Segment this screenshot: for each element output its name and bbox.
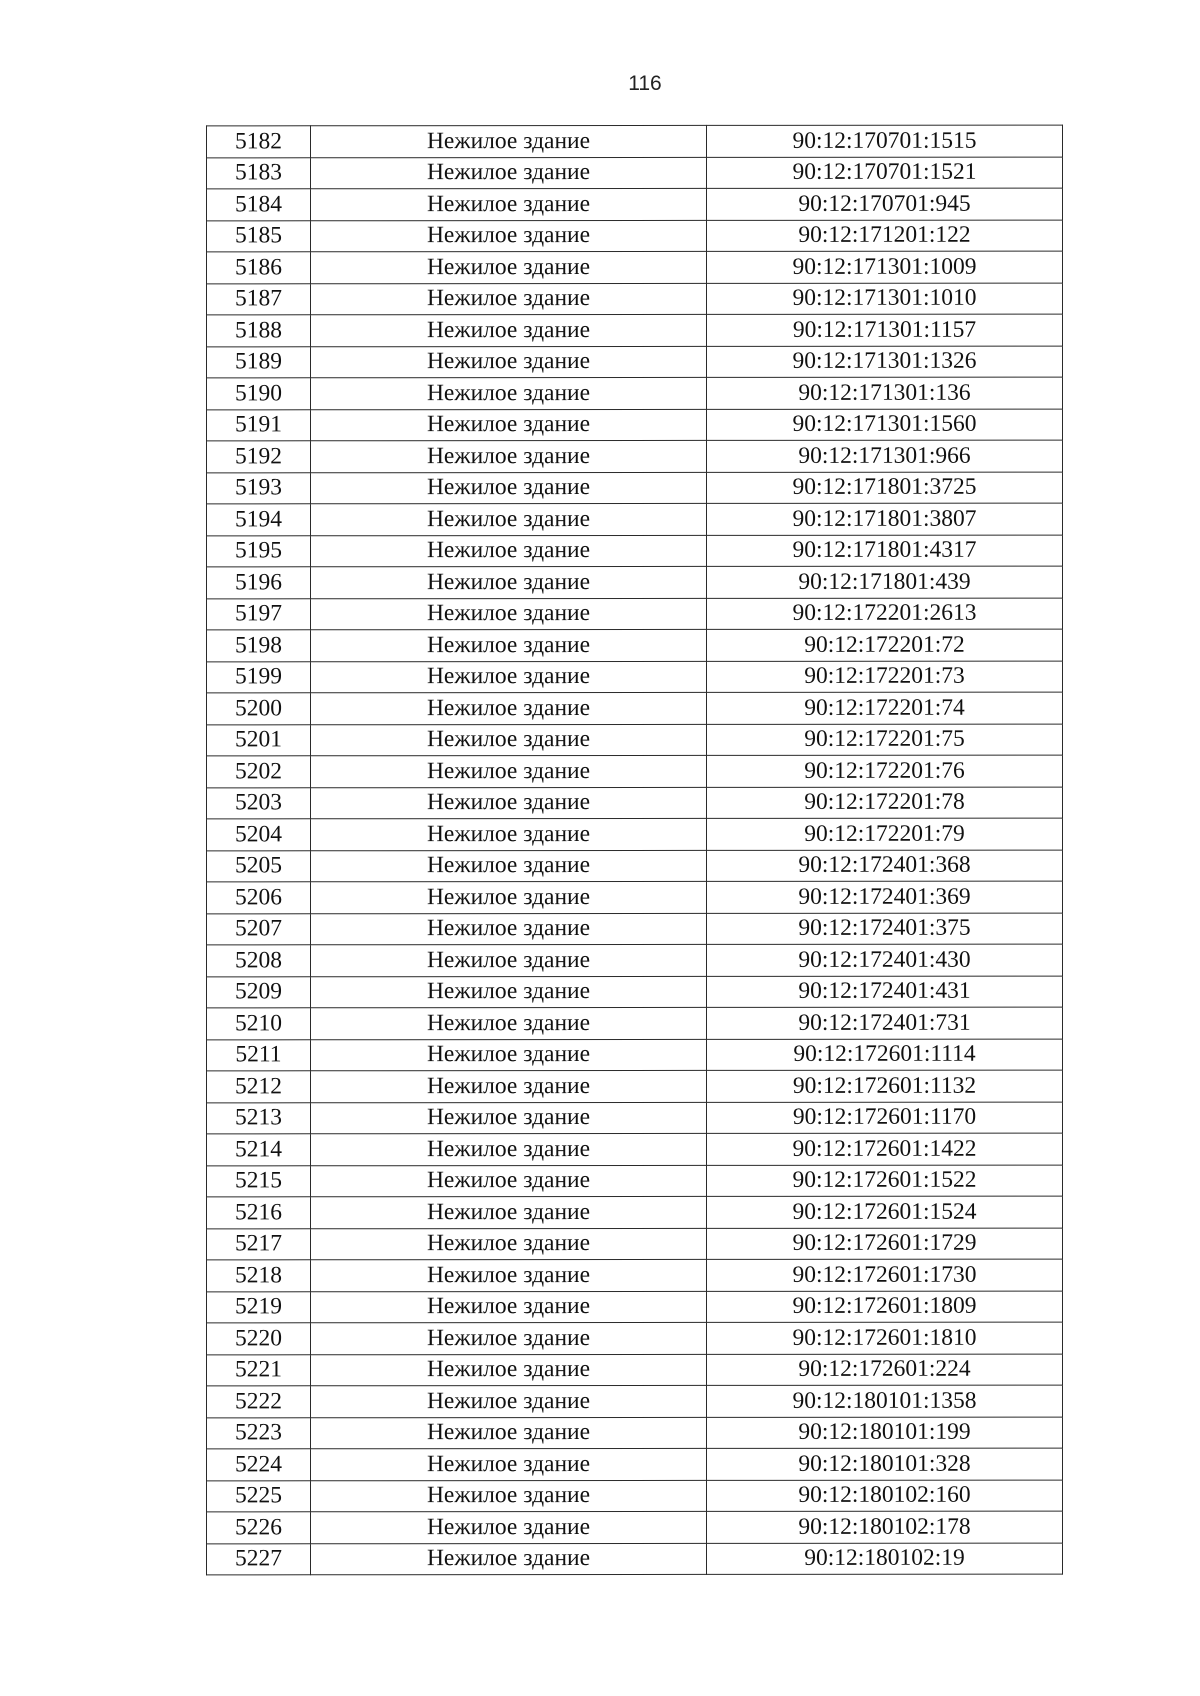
table-row [207,314,1063,346]
object-type-cell: Нежилое здание [311,629,707,661]
object-type-cell: Нежилое здание [311,787,707,819]
row-number-cell: 5214 [207,1134,311,1166]
row-number-cell: 5209 [207,976,311,1008]
cadastral-number-cell: 90:12:180101:328 [707,1448,1063,1480]
object-type-cell: Нежилое здание [311,125,707,157]
row-number-cell: 5185 [207,220,311,252]
object-type-cell: Нежилое здание [311,346,707,378]
table-row [207,881,1063,913]
table-row [207,377,1063,409]
row-number-cell: 5182 [207,126,311,158]
table-row [207,661,1063,693]
cadastral-number-cell: 90:12:171201:122 [707,220,1063,252]
cadastral-number-cell: 90:12:172201:78 [707,787,1063,819]
object-type-cell: Нежилое здание [311,1354,707,1386]
cadastral-number-cell: 90:12:172401:431 [707,976,1063,1008]
table-row [207,1543,1063,1575]
table-row [207,1354,1063,1386]
object-type-cell: Нежилое здание [311,220,707,252]
cadastral-number-cell: 90:12:172201:73 [707,661,1063,693]
object-type-cell: Нежилое здание [311,1196,707,1228]
table-row [207,1448,1063,1480]
object-type-cell: Нежилое здание [311,409,707,441]
cadastral-number-cell: 90:12:172601:1810 [707,1322,1063,1354]
row-number-cell: 5210 [207,1008,311,1040]
object-type-cell: Нежилое здание [311,944,707,976]
table-row [207,157,1063,189]
row-number-cell: 5213 [207,1102,311,1134]
table-row [207,1259,1063,1291]
object-type-cell: Нежилое здание [311,1102,707,1134]
table-row [207,818,1063,850]
table-row [207,1417,1063,1449]
cadastral-number-cell: 90:12:172201:76 [707,755,1063,787]
table-row [207,1480,1063,1512]
row-number-cell: 5227 [207,1543,311,1575]
object-type-cell: Нежилое здание [311,976,707,1008]
cadastral-number-cell: 90:12:172401:375 [707,913,1063,945]
table-row [207,1228,1063,1260]
table-row [207,787,1063,819]
row-number-cell: 5219 [207,1291,311,1323]
row-number-cell: 5205 [207,850,311,882]
cadastral-number-cell: 90:12:180101:1358 [707,1385,1063,1417]
cadastral-number-cell: 90:12:172201:75 [707,724,1063,756]
table-row [207,1322,1063,1354]
object-type-cell: Нежилое здание [311,1039,707,1071]
cadastral-number-cell: 90:12:180102:178 [707,1511,1063,1543]
table-row [207,1039,1063,1071]
object-type-cell: Нежилое здание [311,1291,707,1323]
object-type-cell: Нежилое здание [311,692,707,724]
cadastral-number-cell: 90:12:172201:79 [707,818,1063,850]
table-body [207,125,1063,1575]
row-number-cell: 5193 [207,472,311,504]
table-row [207,1007,1063,1039]
row-number-cell: 5221 [207,1354,311,1386]
table-row [207,472,1063,504]
cadastral-number-cell: 90:12:172601:1522 [707,1165,1063,1197]
row-number-cell: 5211 [207,1039,311,1071]
table-row [207,913,1063,945]
table-row [207,724,1063,756]
row-number-cell: 5183 [207,157,311,189]
row-number-cell: 5218 [207,1260,311,1292]
object-type-cell: Нежилое здание [311,598,707,630]
table-row [207,346,1063,378]
row-number-cell: 5222 [207,1386,311,1418]
cadastral-number-cell: 90:12:180101:199 [707,1417,1063,1449]
table-row [207,1102,1063,1134]
row-number-cell: 5216 [207,1197,311,1229]
cadastral-number-cell: 90:12:171801:439 [707,566,1063,598]
object-type-cell: Нежилое здание [311,377,707,409]
cadastral-number-cell: 90:12:172601:1524 [707,1196,1063,1228]
cadastral-number-cell: 90:12:171301:1326 [707,346,1063,378]
row-number-cell: 5206 [207,882,311,914]
row-number-cell: 5188 [207,315,311,347]
object-type-cell: Нежилое здание [311,440,707,472]
row-number-cell: 5223 [207,1417,311,1449]
object-type-cell: Нежилое здание [311,188,707,220]
table-row [207,440,1063,472]
cadastral-number-cell: 90:12:172201:2613 [707,598,1063,630]
cadastral-number-cell: 90:12:172201:72 [707,629,1063,661]
object-type-cell: Нежилое здание [311,1259,707,1291]
row-number-cell: 5200 [207,693,311,725]
row-number-cell: 5194 [207,504,311,536]
cadastral-number-cell: 90:12:171301:136 [707,377,1063,409]
object-type-cell: Нежилое здание [311,1511,707,1543]
row-number-cell: 5202 [207,756,311,788]
cadastral-number-cell: 90:12:180102:19 [707,1543,1063,1575]
row-number-cell: 5196 [207,567,311,599]
object-type-cell: Нежилое здание [311,314,707,346]
row-number-cell: 5225 [207,1480,311,1512]
cadastral-number-cell: 90:12:172601:1170 [707,1102,1063,1134]
row-number-cell: 5204 [207,819,311,851]
row-number-cell: 5217 [207,1228,311,1260]
cadastral-number-cell: 90:12:172401:731 [707,1007,1063,1039]
object-type-cell: Нежилое здание [311,283,707,315]
cadastral-number-cell: 90:12:172601:1132 [707,1070,1063,1102]
table-row [207,1511,1063,1543]
table-row [207,251,1063,283]
table-row [207,535,1063,567]
cadastral-number-cell: 90:12:171301:1009 [707,251,1063,283]
object-type-cell: Нежилое здание [311,755,707,787]
row-number-cell: 5195 [207,535,311,567]
table-row [207,1385,1063,1417]
cadastral-number-cell: 90:12:172401:430 [707,944,1063,976]
row-number-cell: 5208 [207,945,311,977]
cadastral-number-cell: 90:12:172601:1730 [707,1259,1063,1291]
row-number-cell: 5184 [207,189,311,221]
cadastral-number-cell: 90:12:172601:1729 [707,1228,1063,1260]
row-number-cell: 5199 [207,661,311,693]
page-number: 116 [628,72,662,95]
object-type-cell: Нежилое здание [311,1543,707,1575]
row-number-cell: 5220 [207,1323,311,1355]
object-type-cell: Нежилое здание [311,566,707,598]
table-row [207,850,1063,882]
cadastral-number-cell: 90:12:172401:369 [707,881,1063,913]
table-row [207,692,1063,724]
object-type-cell: Нежилое здание [311,913,707,945]
row-number-cell: 5201 [207,724,311,756]
cadastral-number-cell: 90:12:180102:160 [707,1480,1063,1512]
table-row [207,188,1063,220]
table-row [207,566,1063,598]
cadastral-number-cell: 90:12:171801:3807 [707,503,1063,535]
cadastral-number-cell: 90:12:171301:1157 [707,314,1063,346]
row-number-cell: 5197 [207,598,311,630]
object-type-cell: Нежилое здание [311,251,707,283]
row-number-cell: 5192 [207,441,311,473]
object-type-cell: Нежилое здание [311,850,707,882]
object-type-cell: Нежилое здание [311,157,707,189]
registry-table [206,125,1063,1576]
table-row [207,944,1063,976]
cadastral-number-cell: 90:12:171301:966 [707,440,1063,472]
object-type-cell: Нежилое здание [311,535,707,567]
object-type-cell: Нежилое здание [311,1165,707,1197]
table-row [207,598,1063,630]
row-number-cell: 5226 [207,1512,311,1544]
row-number-cell: 5215 [207,1165,311,1197]
cadastral-number-cell: 90:12:170701:1515 [707,125,1063,157]
row-number-cell: 5191 [207,409,311,441]
object-type-cell: Нежилое здание [311,1133,707,1165]
table-row [207,503,1063,535]
table-row [207,1196,1063,1228]
table-row [207,1291,1063,1323]
cadastral-number-cell: 90:12:172401:368 [707,850,1063,882]
table-row [207,125,1063,157]
table-row [207,1165,1063,1197]
cadastral-number-cell: 90:12:172601:1422 [707,1133,1063,1165]
object-type-cell: Нежилое здание [311,1007,707,1039]
table-row [207,283,1063,315]
object-type-cell: Нежилое здание [311,1385,707,1417]
object-type-cell: Нежилое здание [311,1480,707,1512]
row-number-cell: 5187 [207,283,311,315]
cadastral-number-cell: 90:12:171301:1560 [707,409,1063,441]
object-type-cell: Нежилое здание [311,818,707,850]
object-type-cell: Нежилое здание [311,1417,707,1449]
cadastral-number-cell: 90:12:170701:945 [707,188,1063,220]
object-type-cell: Нежилое здание [311,1070,707,1102]
row-number-cell: 5198 [207,630,311,662]
object-type-cell: Нежилое здание [311,1228,707,1260]
cadastral-number-cell: 90:12:170701:1521 [707,157,1063,189]
object-type-cell: Нежилое здание [311,1322,707,1354]
table-row [207,1133,1063,1165]
object-type-cell: Нежилое здание [311,881,707,913]
cadastral-number-cell: 90:12:172601:224 [707,1354,1063,1386]
row-number-cell: 5203 [207,787,311,819]
object-type-cell: Нежилое здание [311,661,707,693]
row-number-cell: 5186 [207,252,311,284]
cadastral-number-cell: 90:12:172201:74 [707,692,1063,724]
row-number-cell: 5190 [207,378,311,410]
cadastral-number-cell: 90:12:171801:3725 [707,472,1063,504]
cadastral-number-cell: 90:12:171301:1010 [707,283,1063,315]
table-row [207,629,1063,661]
row-number-cell: 5224 [207,1449,311,1481]
row-number-cell: 5207 [207,913,311,945]
cadastral-number-cell: 90:12:172601:1114 [707,1039,1063,1071]
object-type-cell: Нежилое здание [311,1448,707,1480]
table-row [207,755,1063,787]
table-row [207,976,1063,1008]
object-type-cell: Нежилое здание [311,503,707,535]
cadastral-number-cell: 90:12:171801:4317 [707,535,1063,567]
object-type-cell: Нежилое здание [311,724,707,756]
cadastral-number-cell: 90:12:172601:1809 [707,1291,1063,1323]
table-row [207,220,1063,252]
row-number-cell: 5189 [207,346,311,378]
object-type-cell: Нежилое здание [311,472,707,504]
table-row [207,409,1063,441]
table-row [207,1070,1063,1102]
row-number-cell: 5212 [207,1071,311,1103]
